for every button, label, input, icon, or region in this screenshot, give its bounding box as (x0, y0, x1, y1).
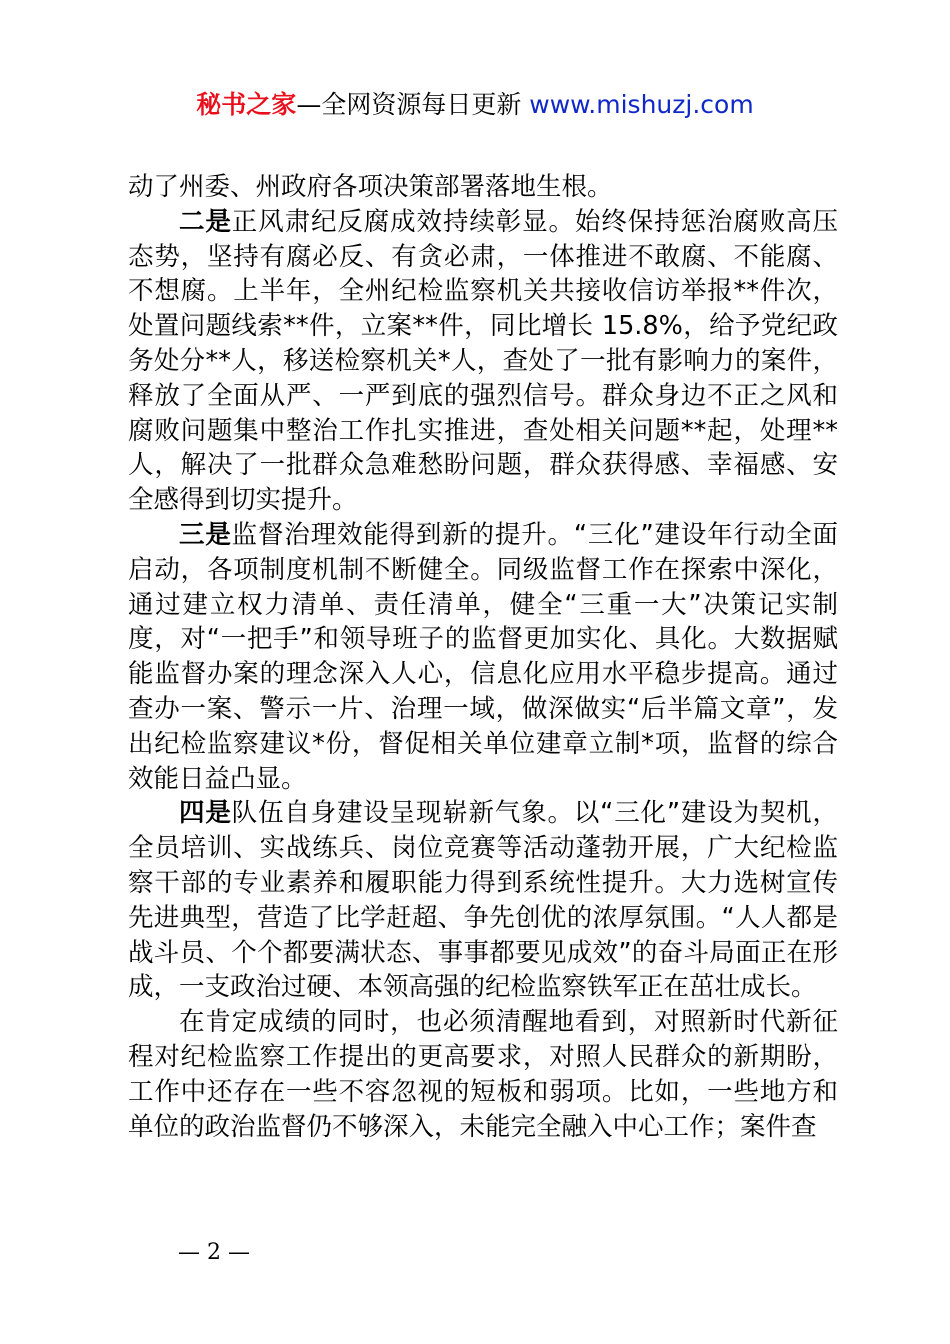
paragraph-lead: 三是 (179, 519, 232, 550)
paragraph-text: 动了州委、州政府各项决策部署落地生根。 (128, 172, 613, 202)
site-header (0, 88, 950, 122)
site-slogan: —全网资源每日更新 (296, 90, 530, 119)
document-body (128, 170, 838, 1144)
paragraph-point-four (128, 796, 838, 1005)
paragraph-point-three (128, 518, 838, 796)
paragraph-lead: 二是 (179, 206, 232, 237)
paragraph-text: 监督治理效能得到新的提升。“三化”建设年行动全面启动，各项制度机制不断健全。同级监督工作在探索中深化，通过建立权力清单、责任清单，健全“三重一大”决策记实制度，对“一把手”和领导班子的监督更加实化、具化。大数据赋能监督办案的理念深入人心，信息化应用水平稳步提高。通过查办一案、警示一片、治理一域，做深做实“后半篇文章”，发出纪检监察建议*份，督促相关单位建章立制*项，监督的综合效能日益凸显。 (128, 519, 838, 794)
paragraph-text: 在肯定成绩的同时，也必须清醒地看到，对照新时代新征程对纪检监察工作提出的更高要求，对照人民群众的新期盼，工作中还存在一些不容忽视的短板和弱项。比如，一些地方和单位的政治监督仍不够深入，未能完全融入中心工作；案件查 (128, 1007, 838, 1142)
page-number: — 2 — (178, 1240, 250, 1265)
paragraph-text: 队伍自身建设呈现崭新气象。以“三化”建设为契机，全员培训、实战练兵、岗位竞赛等活动蓬勃开展，广大纪检监察干部的专业素养和履职能力得到系统性提升。大力选树宣传先进典型，营造了比学赶超、争先创优的浓厚氛围。“人人都是战斗员、个个都要满状态、事事都要见成效”的奋斗局面正在形成，一支政治过硬、本领高强的纪检监察铁军正在茁壮成长。 (128, 798, 838, 1003)
paragraph-lead: 四是 (179, 798, 232, 829)
site-url-link[interactable]: www.mishuzj.com (529, 90, 754, 119)
site-brand: 秘书之家 (196, 90, 297, 119)
paragraph-point-two (128, 205, 838, 518)
paragraph-continuation (128, 170, 838, 205)
paragraph-text: 正风肃纪反腐成效持续彰显。始终保持惩治腐败高压态势，坚持有腐必反、有贪必肃，一体推进不敢腐、不能腐、不想腐。上半年，全州纪检监察机关共接收信访举报**件次，处置问题线索**件，立案**件，同比增长 15.8%，给予党纪政务处分**人，移送检察机关*人，查处了一批有影响力的案件，释放了全面从严、一严到底的强烈信号。群众身边不正之风和腐败问题集中整治工作扎实推进，查处相关问题**起，处理**人，解决了一批群众急难愁盼问题，群众获得感、幸福感、安全感得到切实提升。 (128, 206, 838, 516)
paragraph-shortcomings (128, 1005, 838, 1144)
